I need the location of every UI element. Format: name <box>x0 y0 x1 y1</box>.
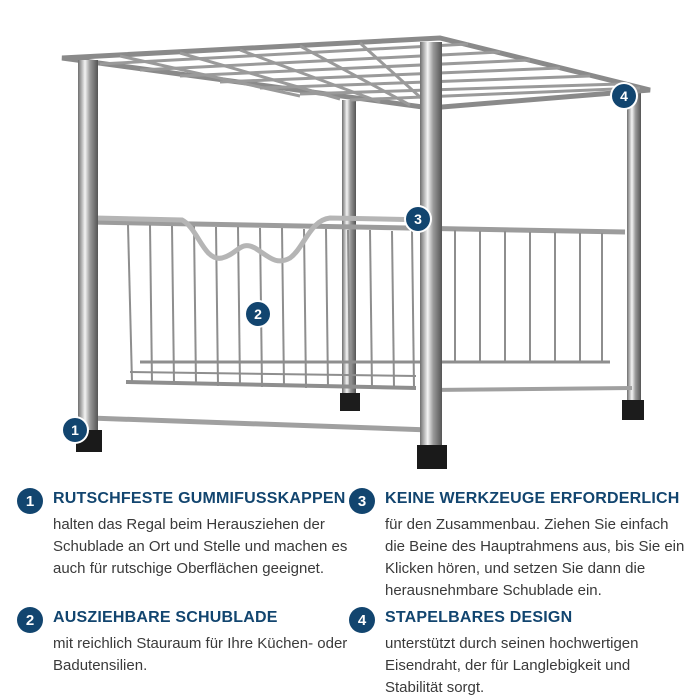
feature-title: KEINE WERKZEUGE ERFORDERLICH <box>385 490 680 507</box>
feature-description: mit reichlich Stauraum für Ihre Küchen- oder Badutensilien. <box>53 635 348 674</box>
feature-description: unterstützt durch seinen hochwertigen Eisendraht, der für Langlebigkeit und Stabilität sorgt. <box>385 635 639 696</box>
feature-description: für den Zusammenbau. Ziehen Sie einfach die Beine des Hauptrahmens aus, bis Sie ein Klicken hören, und setzen Sie dann die herausnehmbare Schublade ein. <box>385 516 685 599</box>
top-shelf <box>62 38 650 108</box>
drawer-basket <box>126 225 610 388</box>
callout-marker-3: 3 <box>406 207 430 231</box>
feature-title: STAPELBARES DESIGN <box>385 609 573 626</box>
feature-number-badge: 3 <box>349 488 375 514</box>
feature-number-badge: 4 <box>349 607 375 633</box>
feature-title: RUTSCHFESTE GUMMIFUSSKAPPEN <box>53 490 346 507</box>
callout-marker-1: 1 <box>63 418 87 442</box>
feature-description: halten das Regal beim Herausziehen der Schublade an Ort und Stelle und machen es auch für rutschige Oberflächen geeignet. <box>53 516 348 577</box>
callout-marker-4: 4 <box>612 84 636 108</box>
feature-title: AUSZIEHBARE SCHUBLADE <box>53 609 278 626</box>
callout-marker-2: 2 <box>246 302 270 326</box>
feature-number-badge: 2 <box>17 607 43 633</box>
feature-number-badge: 1 <box>17 488 43 514</box>
